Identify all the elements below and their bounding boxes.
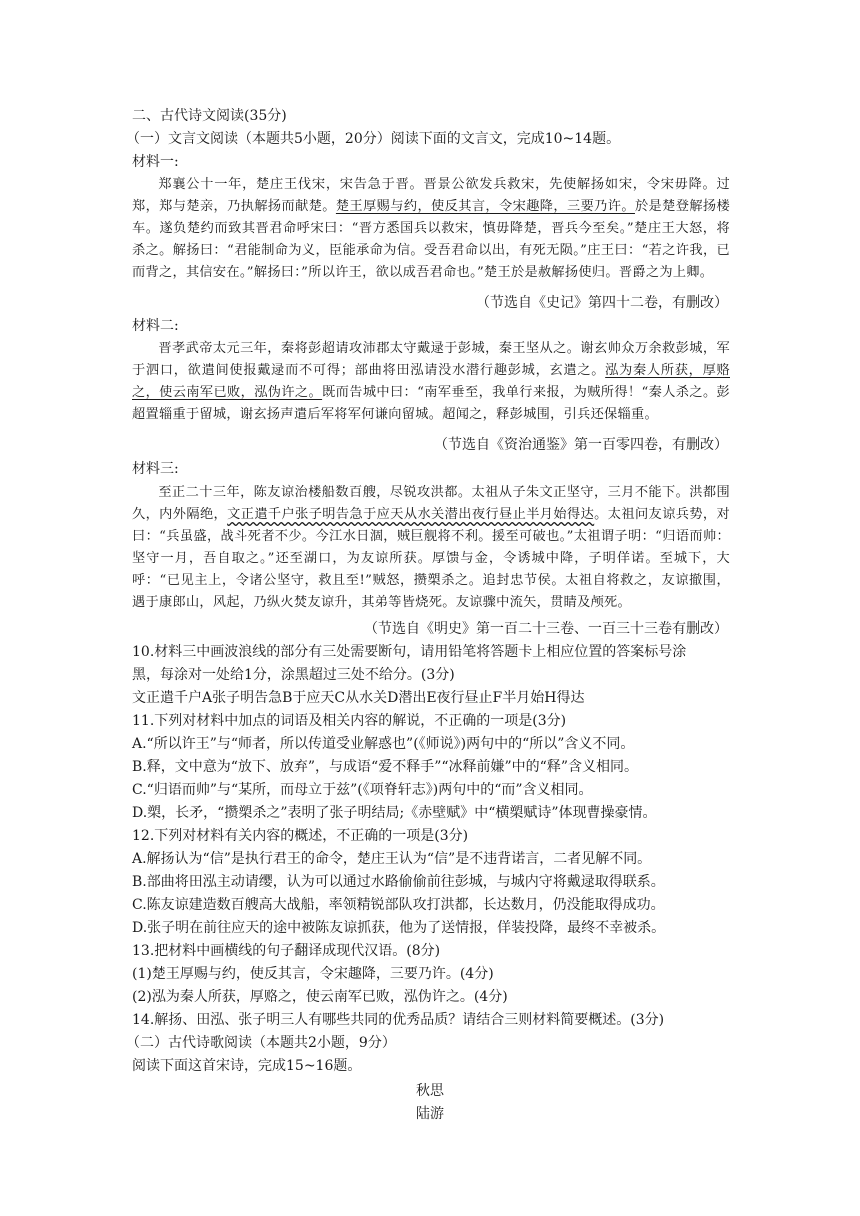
material-1-text: [132, 174, 730, 284]
material-1-label: 材料一:: [132, 154, 179, 170]
q13-sentence-2: (2)泓为秦人所获，厚赂之，使云南军已败，泓伪许之。(4分): [132, 989, 508, 1005]
q11-option-d: D.槊，长矛，“攒槊杀之”表明了张子明结局;《赤壁赋》中“横槊赋诗”体现曹操豪情。: [132, 805, 657, 821]
poem-intro: 阅读下面这首宋诗，完成15~16题。: [132, 1058, 362, 1074]
q10-line1: 10.材料三中画波浪线的部分有三处需要断句，请用铅笔将答题卡上相应位置的答案标号涂: [132, 644, 687, 660]
q12-option-c: C.陈友谅建造数百艘高大战船，率领精锐部队攻打洪都，长达数月，仍没能取得成功。: [132, 897, 665, 913]
material-2-part2: 既而告城中曰：“南军垂至，我单行来报，为贼所得！“秦人杀之。彭超置辎重于留城，谢玄扬声遣后军将军何谦向留城。超闻之，释彭城围，引兵还保辎重。: [132, 385, 731, 422]
material-1-part1: 郑襄公十一年，楚庄王伐宋，宋告急于晋。晋景公欲发兵救宋，先使解扬如宋，令宋毋降。过郑，郑与楚亲，乃执解扬而献楚。: [132, 177, 730, 214]
material-2-underlined: 泓为秦人所获，厚赂之，使云南军已败，泓伪许之。: [132, 363, 730, 400]
q12-option-d: D.张子明在前往应天的途中被陈友谅抓获，他为了送情报，佯装投降，最终不幸被杀。: [132, 920, 666, 936]
q12-stem: 12.下列对材料有关内容的概述，不正确的一项是(3分): [132, 828, 469, 844]
q11-stem: 11.下列对材料中加点的词语及相关内容的解说，不正确的一项是(3分): [132, 713, 567, 729]
q14-stem: 14.解扬、田泓、张子明三人有哪些共同的优秀品质？请结合三则材料简要概述。(3分): [132, 1012, 665, 1028]
poem-title: 秋思: [416, 1083, 444, 1099]
q10-line2: 黑，每涂对一处给1分，涂黑超过三处不给分。(3分): [132, 667, 455, 683]
material-2-part1: 晋孝武帝太元三年，秦将彭超请攻沛郡太守戴逯于彭城，秦王坚从之。谢玄帅众万余救彭城，军于泗口，欲遣间使报戴逯而不可得；部曲将田泓请没水潜行趣彭城，玄遣之。: [132, 341, 730, 378]
q13-stem: 13.把材料中画横线的句子翻译成现代汉语。(8分): [132, 943, 441, 959]
material-2-text: [132, 338, 730, 426]
q11-option-c: C.“归语而帅”与“某所，而母立于兹”(《项脊轩志》)两句中的“而”含义相同。: [132, 782, 593, 798]
material-1-underlined: 楚王厚赐与约，使反其言，令宋趣降，三要乃许。: [335, 199, 635, 214]
subsection-classical-prose: （一）文言文阅读（本题共5小题，20分）阅读下面的文言文，完成10~14题。: [126, 131, 621, 147]
material-3-label: 材料三:: [132, 461, 179, 477]
q11-option-a: A.“所以许王”与“师者，所以传道受业解惑也”(《师说》)两句中的“所以”含义不同。: [132, 736, 635, 752]
material-1-source: （节选自《史记》第四十二卷，有删改）: [476, 295, 728, 311]
material-3-source: （节选自《明史》第一百二十三卷、一百三十三卷有删改）: [364, 621, 728, 637]
material-2-label: 材料二:: [132, 318, 179, 334]
poem-author: 陆游: [416, 1106, 444, 1122]
q12-option-a: A.解扬认为“信”是执行君王的命令，楚庄王认为“信”是不违背诺言，二者见解不同。: [132, 851, 652, 867]
material-1-part2: 於是楚登解扬楼车。遂负楚约而致其晋君命呼宋曰：“晋方悉国兵以救宋，慎毋降楚，晋兵今至矣。”楚庄王大怒，将杀之。解扬曰：“君能制命为义，臣能承命为信。受吾君命以出，有死无陨。”庄王曰：“若之许我，已而背之，其信安在。”解扬曰：”所以许王，欲以成吾君命也。”楚王於是赦解扬使归。晋爵之为上卿。: [132, 199, 730, 280]
q11-option-b: B.释，文中意为“放下、放弃”，与成语“爱不释手”“冰释前嫌”中的“释”含义相同。: [132, 759, 638, 775]
material-3-part1: 至正二十三年，陈友谅治楼船数百艘，尽锐攻洪都。太祖从子朱文正坚守，三月不能下。洪都围久，内外隔绝，: [132, 485, 730, 522]
material-3-wavy: 文正遣千户张子明告急于应天从水关潜出夜行昼止半月始得达: [227, 507, 595, 522]
material-2-source: （节选自《资治通鉴》第一百零四卷，有删改）: [434, 437, 728, 453]
material-3-text: [132, 482, 730, 614]
subsection-poetry: （二）古代诗歌阅读（本题共2小题，9分）: [126, 1035, 396, 1051]
q10-options: 文正遣千户A张子明告急B于应天C从水关D潜出E夜行昼止F半月始H得达: [132, 690, 585, 706]
q13-sentence-1: (1)楚王厚赐与约，使反其言，令宋趣降，三要乃许。(4分): [132, 966, 494, 982]
q12-option-b: B.部曲将田泓主动请缨，认为可以通过水路偷偷前往彭城，与城内守将戴逯取得联系。: [132, 874, 665, 890]
material-3-part2: 。太祖问友谅兵势，对曰：“兵虽盛，战斗死者不少。今江水日涸，贼巨舰将不利。援至可破也。”太祖谓子明：“归语而帅：坚守一月，吾自取之。”还至湖口，为友谅所获。厚馈与金，令诱城中降，子明佯诺。至城下，大呼：“已见主上，令诸公坚守，救且至!”贼怒，攒槊杀之。追封忠节侯。太祖自将救之，友谅撤围，遇于康郎山，风起，乃纵火焚友谅升，其弟等皆烧死。友谅骤中流矢，贯睛及颅死。: [132, 507, 730, 610]
section-title: 二、古代诗文阅读(35分): [132, 108, 287, 124]
